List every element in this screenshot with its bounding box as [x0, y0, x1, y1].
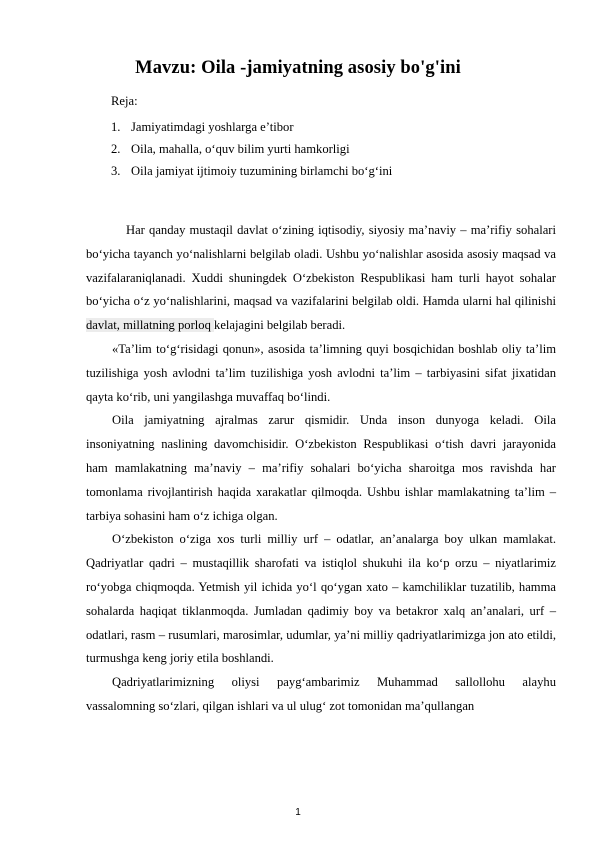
plan-item-number: 3.	[111, 164, 121, 178]
paragraph-text: kelajagini belgilab beradi.	[214, 318, 346, 333]
plan-item-text: Oila jamiyat ijtimoiy tuzumining birlamchi bo‘g‘ini	[131, 164, 393, 178]
plan-item-number: 1.	[111, 120, 121, 134]
page-number: 1	[295, 807, 301, 818]
paragraph: «Ta’lim to‘g‘risidagi qonun», asosida ta’limning quyi bosqichidan boshlab oliy ta’lim tuzilishiga yosh avlodni ta’lim tuzilishiga yosh avlodni ta’lim – tarbiyasini sifat jixatidan qayta ko‘rib, uni yangilashga muvaffaq bo‘lindi.	[86, 341, 556, 404]
paragraph: Qadriyatlarimizning oliysi payg‘ambarimiz Muhammad sallollohu alayhu vassalomning so‘zlari, qilgan ishlari va ul ulug‘ zot tomonidan ma’qullangan	[86, 675, 556, 713]
plan-item	[111, 160, 392, 182]
plan-item-number: 2.	[111, 142, 121, 156]
paragraph	[86, 219, 556, 338]
paragraph-text: Har qanday mustaqil davlat o‘zining iqtisodiy, siyosiy ma’naviy – ma’rifiy sohalari bo‘yicha tayanch yo‘nalishlarni belgilab oladi. Ushbu yo‘nalishlar asosida asosiy maqsad va vazifalaraniqlanadi. Xuddi shuningdek O‘zbekiston Respublikasi ham turli hayot sohalar bo‘yicha o‘z yo‘nalishlarini, maqsad va vazifalarini belgilab oldi. Hamda ularni hal qilinishi	[86, 223, 556, 309]
paragraph: O‘zbekiston o‘ziga xos turli milliy urf – odatlar, an’analarga boy ulkan mamlakat. Qadriyatlar qadri – mustaqillik sharofati va istiqlol shukuhi ila ko‘p orzu – niyatlarimiz ro‘yobga chiqmoqda. Yetmish yil ichida yo‘l qo‘ygan xato – kamchiliklar tuzatilib, hamma sohalarda haqiqat tiklanmoqda. Jumladan qadimiy boy va betakror xalq an’analari, urf – odatlari, rasm – rusumlari, marosimlar, udumlar, ya’ni milliy qadriyatlarimizga jon ato etildi, turmushga keng joriy etila boshlandi.	[86, 532, 556, 666]
body-text	[86, 219, 556, 719]
plan-item-text: Oila, mahalla, o‘quv bilim yurti hamkorligi	[131, 142, 350, 156]
plan-heading: Reja:	[111, 94, 138, 108]
plan-list	[111, 116, 392, 182]
plan-item	[111, 116, 392, 138]
highlighted-text: davlat, millatning porloq	[86, 318, 215, 333]
plan-item-text: Jamiyatimdagi yoshlarga e’tibor	[131, 120, 294, 134]
paragraph: Oila jamiyatning ajralmas zarur qismidir. Unda inson dunyoga keladi. Oila insoniyatning naslining davomchisidir. O‘zbekiston Respublikasi o‘tish davri jarayonida ham mamlakatning ma’naviy – ma’rifiy sohalari bo‘yicha sharoitga mos ravishda har tomonlama rivojlantirish haqida xarakatlar qilmoqda. Ushbu ishlar mamlakatning ta’lim – tarbiya sohasini ham o‘z ichiga olgan.	[86, 413, 556, 523]
plan-item	[111, 138, 392, 160]
document-title: Mavzu: Oila -jamiyatning asosiy bo'g'ini	[135, 58, 461, 78]
